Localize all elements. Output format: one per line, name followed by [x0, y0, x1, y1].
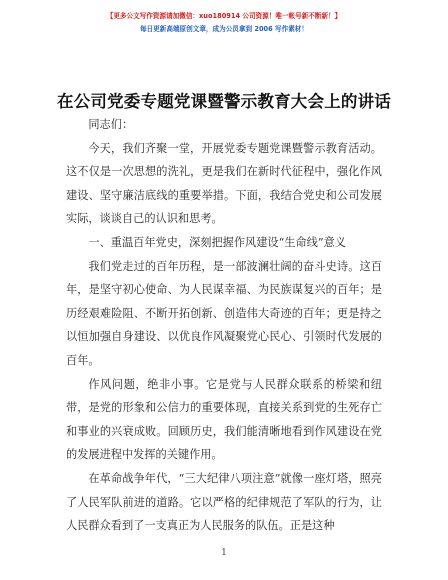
document-title: 在公司党委专题党课暨警示教育大会上的讲话 — [57, 92, 391, 111]
greeting: 同志们： — [88, 118, 134, 131]
paragraph-intro: 今天，我们齐聚一堂，开展党委专题党课暨警示教育活动。这不仅是一次思想的洗礼，更是我们在新时代征程中，强化作风建设、坚守廉洁底线的重要举措。下面，我结合党史和公司发展实际，谈谈自己的认识和思考。 — [66, 141, 382, 226]
promo-banner — [0, 10, 448, 36]
promo-line-1: 【更多公文写作资源请加微信：xuo180914 公司资源！唯一帐号新不断新！】 — [106, 12, 342, 20]
section-heading-1: 一、重温百年党史，深刻把握作风建设“生命线”意义 — [88, 235, 346, 249]
paragraph-history: 我们党走过的百年历程，是一部波澜壮阔的奋斗史诗。这百年，是坚守初心使命、为人民谋幸福、为民族谋复兴的百年；是历经艰难险阻、不断开拓创新、创造伟大奇迹的百年；更是持之以恒加强自身建设、以优良作风凝聚党心民心、引领时代发展的百年。 — [66, 259, 382, 367]
promo-line-2: 每日更新高端原创文章，成为公员拿到 2006 写作素材！ — [139, 25, 308, 33]
document-body — [66, 113, 382, 538]
paragraph-style: 作风问题，绝非小事。它是党与人民群众联系的桥梁和纽带，是党的形象和公信力的重要体现，直接关系到党的生死存亡和事业的兴衰成败。回顾历史，我们能清晰地看到作风建设在党的发展进程中发挥的关键作用。 — [66, 377, 382, 462]
paragraph-revolution: 在革命战争年代，“三大纪律八项注意”就像一座灯塔，照亮了人民军队前进的道路。它以严格的纪律规范了军队的行为，让人民群众看到了一支真正为人民服务的队伍。正是这种 — [66, 471, 382, 533]
page-number: 1 — [221, 548, 227, 558]
